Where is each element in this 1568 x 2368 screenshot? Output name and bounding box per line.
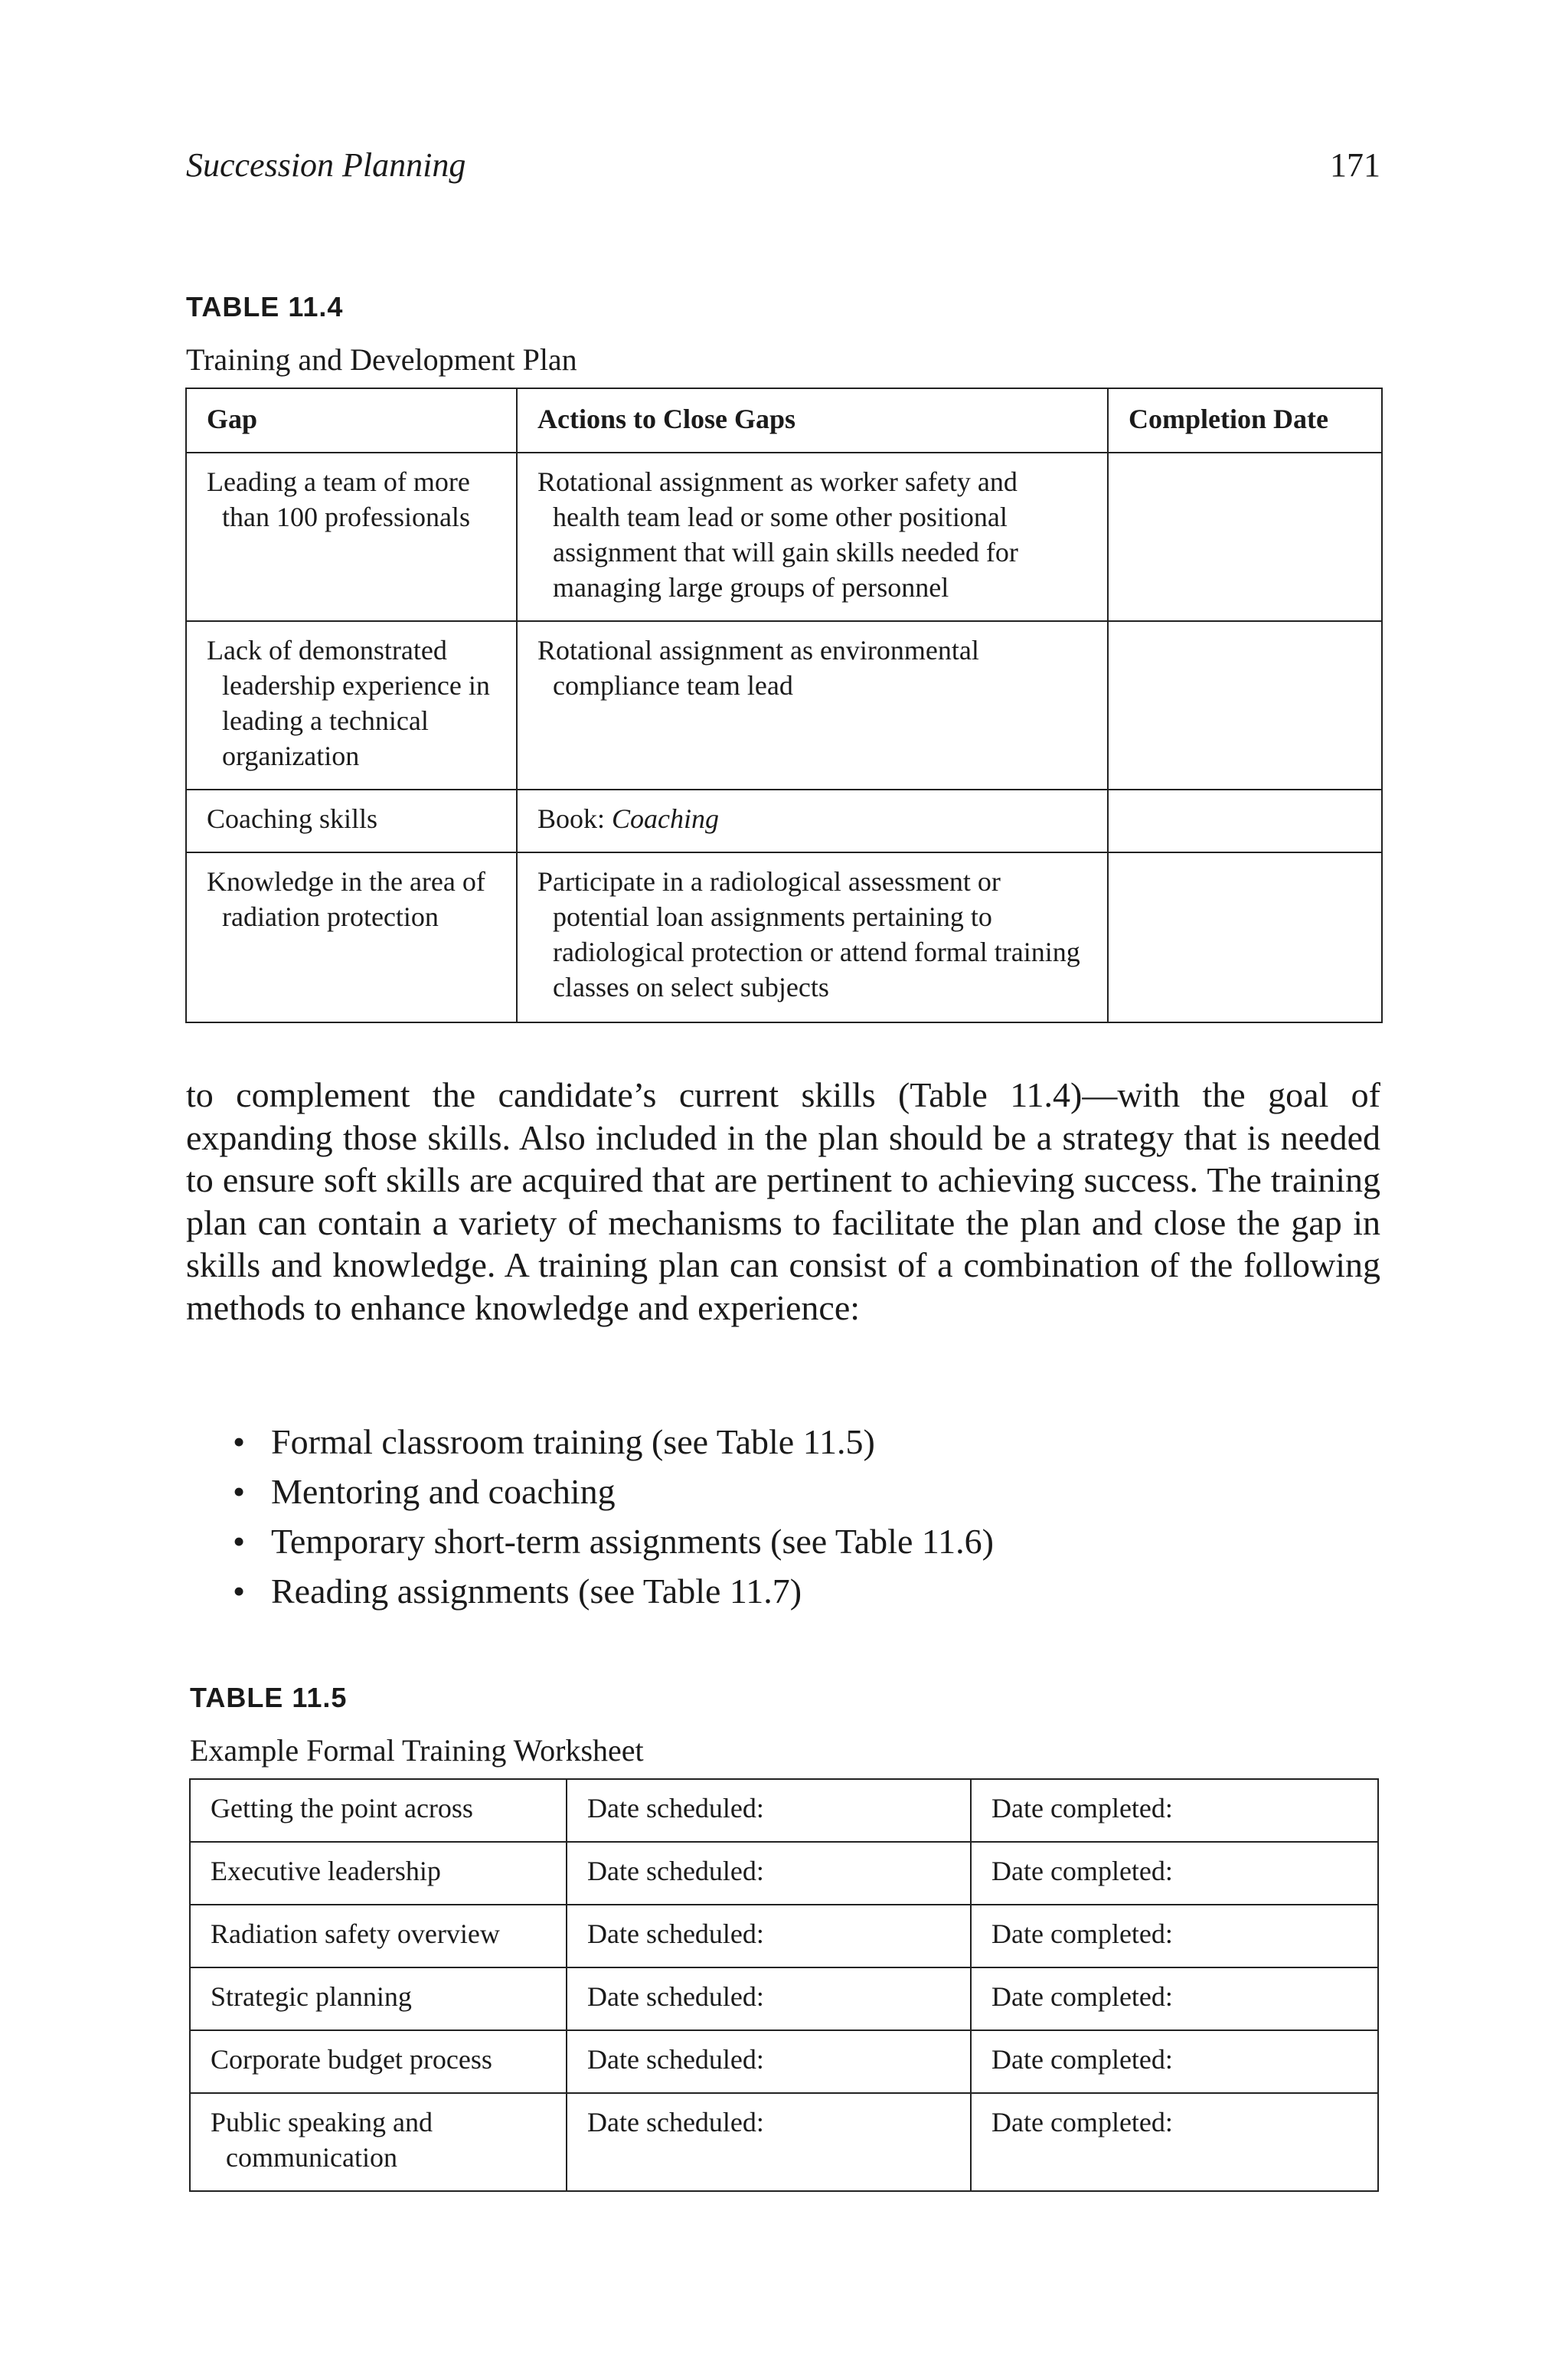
list-item-text: Temporary short-term assignments (see Table 11.6) <box>271 1522 994 1561</box>
gap-text: Knowledge in the area of radiation protection <box>207 866 485 932</box>
course-cell <box>190 1905 567 1967</box>
completion-date-cell <box>1108 852 1382 1022</box>
course-name: Getting the point across <box>211 1793 473 1823</box>
list-item <box>230 1467 994 1516</box>
table-row <box>190 1779 1378 1842</box>
gap-text: Leading a team of more than 100 professionals <box>207 466 470 532</box>
course-cell <box>190 2030 567 2093</box>
action-cell <box>517 453 1108 621</box>
date-completed-cell: Date completed: <box>971 1905 1378 1967</box>
bullet-icon: • <box>233 1522 246 1561</box>
date-completed-cell: Date completed: <box>971 1967 1378 2030</box>
page-number: 171 <box>1330 146 1380 184</box>
course-name: Strategic planning <box>211 1981 412 2012</box>
course-cell <box>190 1842 567 1905</box>
date-scheduled-cell: Date scheduled: <box>567 1842 971 1905</box>
course-cell <box>190 2093 567 2191</box>
date-completed-cell: Date completed: <box>971 2093 1378 2191</box>
date-scheduled-cell: Date scheduled: <box>567 2093 971 2191</box>
table-11-5-label: TABLE 11.5 <box>190 1682 348 1713</box>
table-row <box>190 1967 1378 2030</box>
table-row <box>190 1905 1378 1967</box>
column-header-actions: Actions to Close Gaps <box>517 388 1108 453</box>
formal-training-worksheet <box>189 1778 1379 2192</box>
running-head <box>186 146 1380 191</box>
gap-text: Coaching skills <box>207 803 377 834</box>
column-header-gap: Gap <box>186 388 517 453</box>
bullet-icon: • <box>233 1422 246 1461</box>
book-title: Coaching <box>612 803 720 834</box>
list-item-text: Mentoring and coaching <box>271 1472 616 1511</box>
column-header-completion-date: Completion Date <box>1108 388 1382 453</box>
date-completed-cell: Date completed: <box>971 1842 1378 1905</box>
course-cell <box>190 1967 567 2030</box>
table-row <box>186 790 1382 852</box>
table-header-row <box>186 388 1382 453</box>
completion-date-cell <box>1108 790 1382 852</box>
action-prefix: Book: <box>537 803 612 834</box>
date-scheduled-cell: Date scheduled: <box>567 1967 971 2030</box>
date-scheduled-cell: Date scheduled: <box>567 1905 971 1967</box>
action-cell <box>517 790 1108 852</box>
date-scheduled-cell: Date scheduled: <box>567 1779 971 1842</box>
gap-cell <box>186 453 517 621</box>
table-row <box>186 621 1382 790</box>
action-cell <box>517 852 1108 1022</box>
list-item <box>230 1566 994 1616</box>
table-row <box>186 453 1382 621</box>
course-name: Public speaking and communication <box>211 2107 433 2173</box>
action-cell <box>517 621 1108 790</box>
date-completed-cell: Date completed: <box>971 1779 1378 1842</box>
training-development-table <box>185 388 1383 1023</box>
action-text: Rotational assignment as worker safety and health team lead or some other positional assignment that will gain skills needed for managing large groups of personnel <box>537 466 1018 603</box>
completion-date-cell <box>1108 453 1382 621</box>
action-text <box>537 801 1087 836</box>
table-11-5-caption: Example Formal Training Worksheet <box>190 1733 644 1768</box>
course-name: Radiation safety overview <box>211 1918 500 1949</box>
bullet-icon: • <box>233 1472 246 1511</box>
table-11-4-label: TABLE 11.4 <box>186 291 344 322</box>
action-text: Participate in a radiological assessment or potential loan assignments pertaining to radiological protection or attend formal training classes on select subjects <box>537 866 1080 1002</box>
date-scheduled-cell: Date scheduled: <box>567 2030 971 2093</box>
running-title: Succession Planning <box>186 146 466 184</box>
list-item <box>230 1516 994 1566</box>
table-row <box>186 852 1382 1022</box>
gap-cell <box>186 621 517 790</box>
table-row <box>190 1842 1378 1905</box>
course-name: Executive leadership <box>211 1856 441 1886</box>
date-completed-cell: Date completed: <box>971 2030 1378 2093</box>
completion-date-cell <box>1108 621 1382 790</box>
action-text: Rotational assignment as environmental compliance team lead <box>537 635 979 701</box>
methods-list <box>230 1417 994 1616</box>
list-item-text: Formal classroom training (see Table 11.5) <box>271 1422 875 1461</box>
course-name: Corporate budget process <box>211 2044 492 2075</box>
table-row <box>190 2093 1378 2191</box>
list-item-text: Reading assignments (see Table 11.7) <box>271 1572 802 1611</box>
gap-cell <box>186 790 517 852</box>
list-item <box>230 1417 994 1467</box>
table-row <box>190 2030 1378 2093</box>
course-cell <box>190 1779 567 1842</box>
gap-cell <box>186 852 517 1022</box>
body-paragraph: to complement the candidate’s current skills (Table 11.4)—with the goal of expanding those skills. Also included in the plan should be a strategy that is needed to ensure soft skills are acquired that are pertinent to achieving success. The training plan can contain a variety of mechanisms to facilitate the plan and close the gap in skills and knowledge. A training plan can consist of a combination of the following methods to enhance knowledge and experience: <box>186 1075 1380 1327</box>
table-11-4-caption: Training and Development Plan <box>186 342 577 377</box>
bullet-icon: • <box>233 1572 246 1611</box>
gap-text: Lack of demonstrated leadership experience in leading a technical organization <box>207 635 490 771</box>
